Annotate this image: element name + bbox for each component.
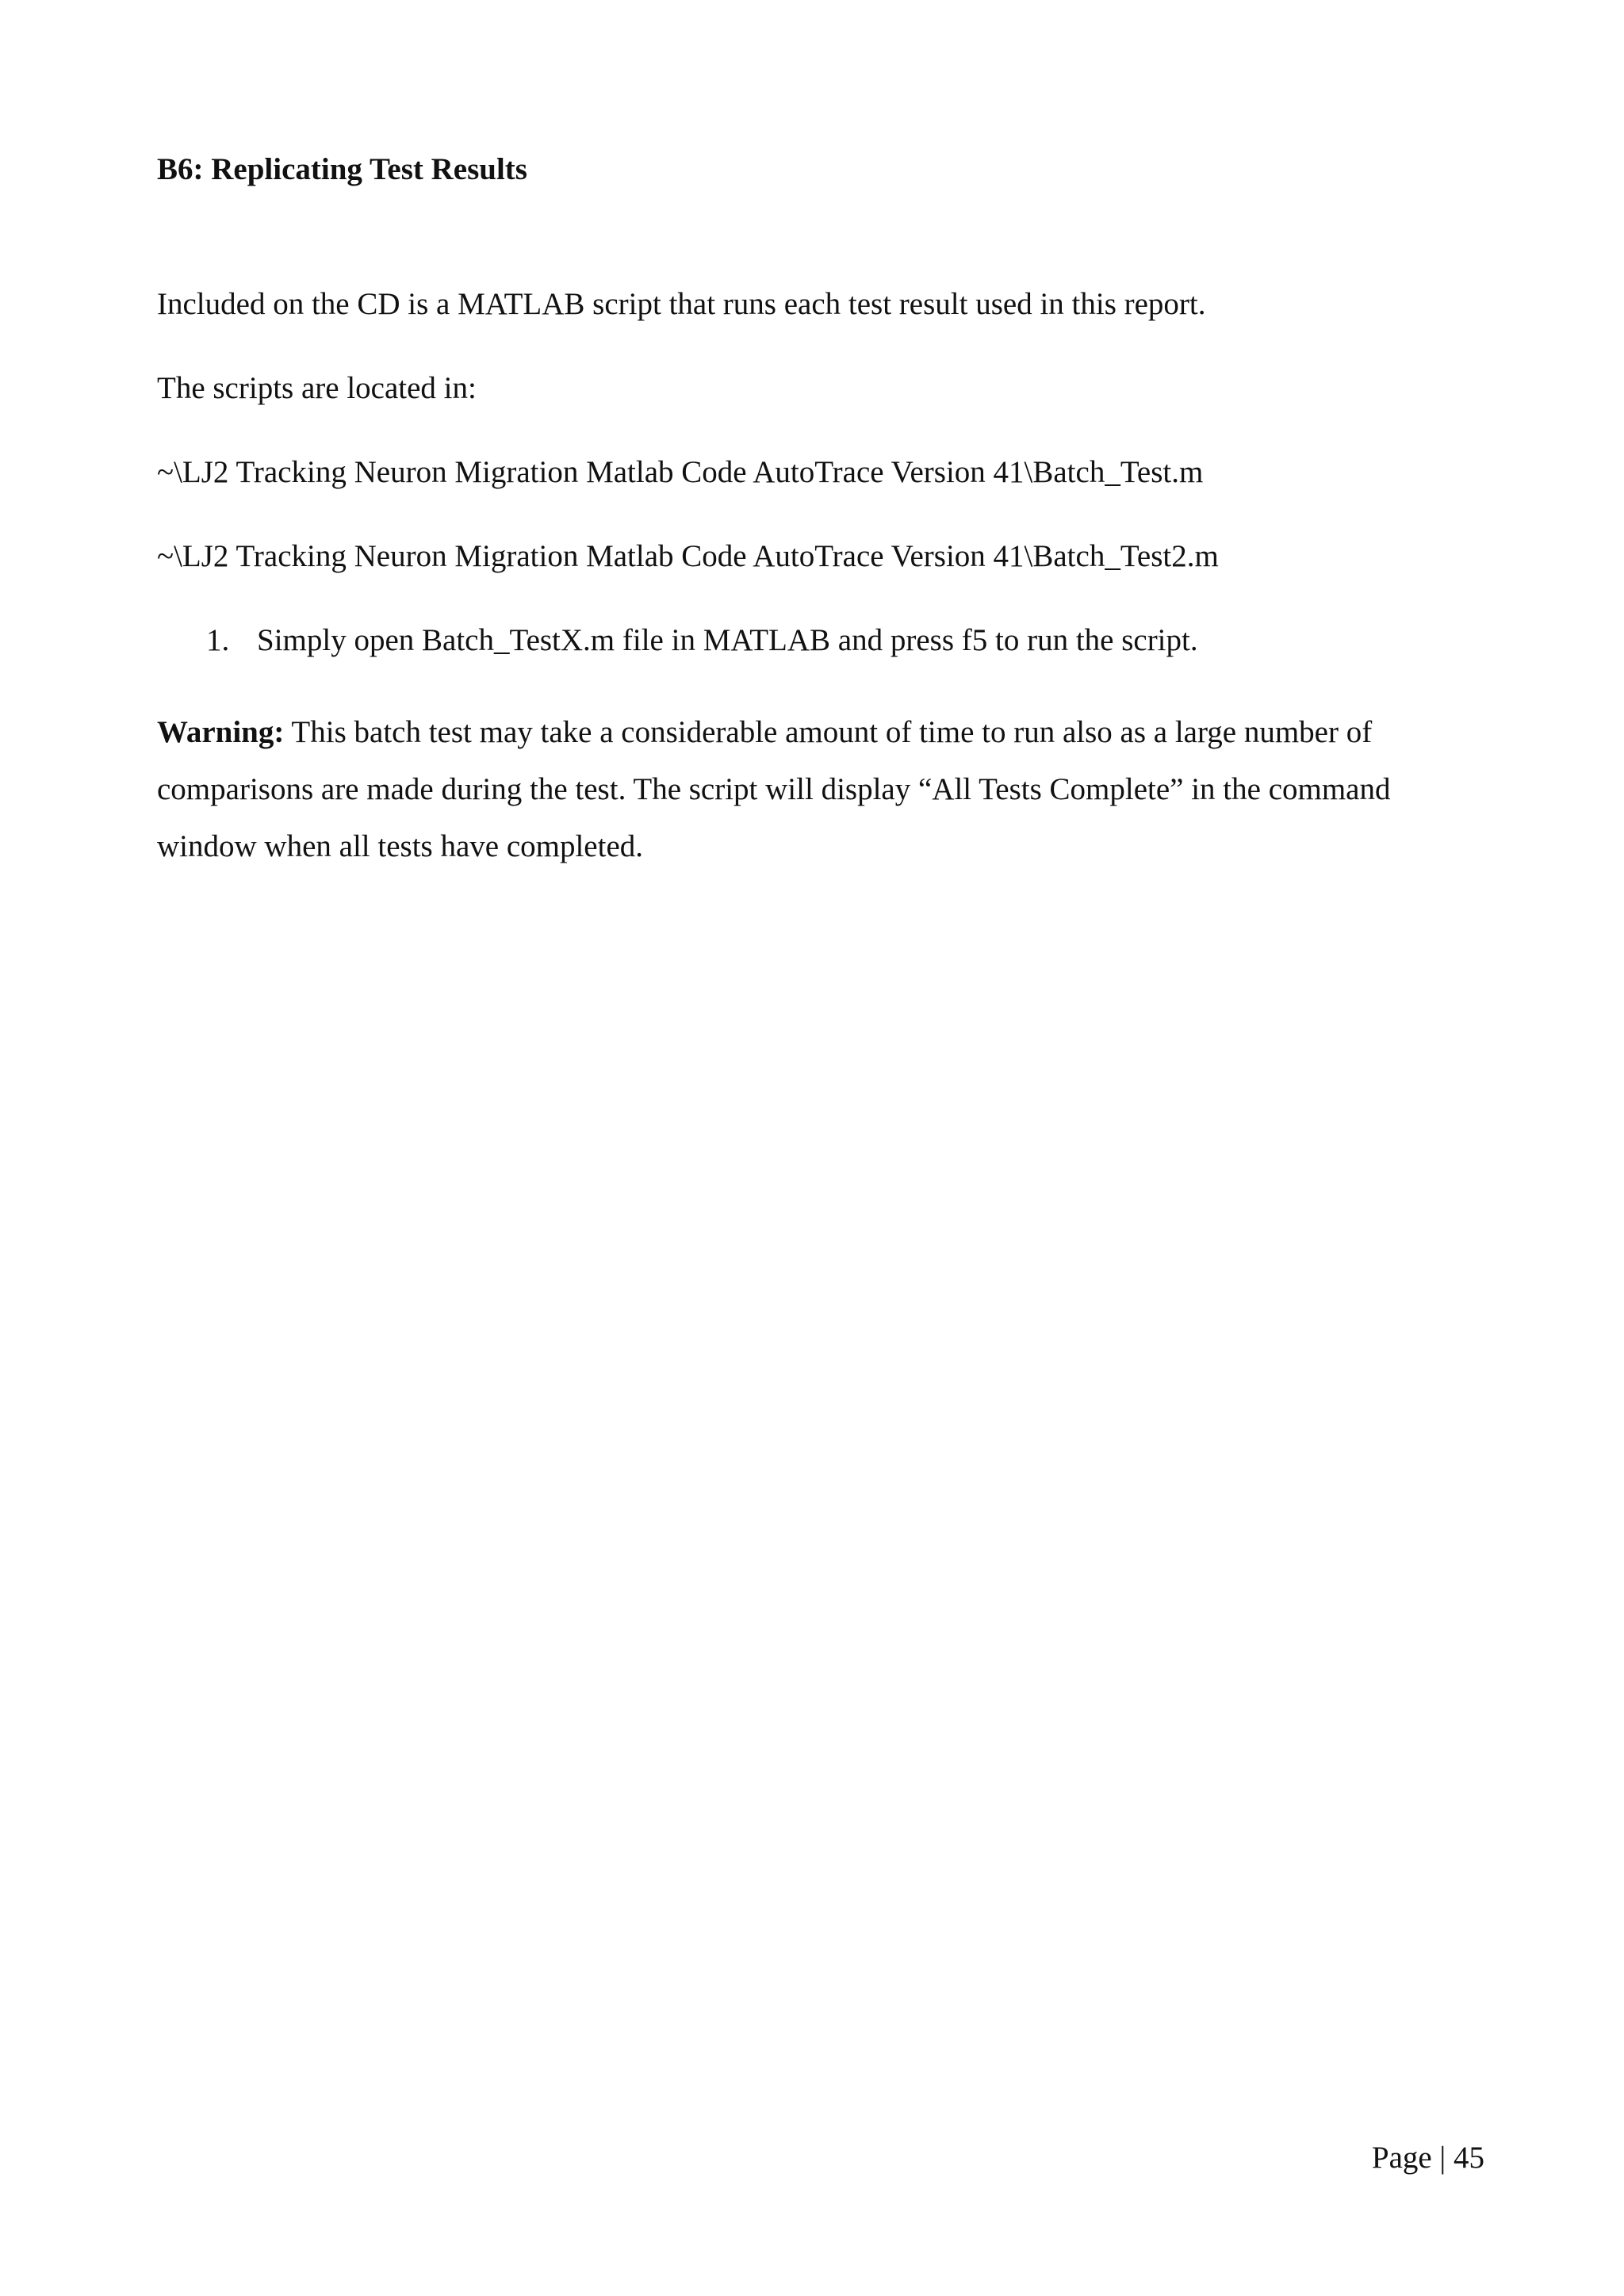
list-item-text: Simply open Batch_TestX.m file in MATLAB and press f5 to run the script. [257, 623, 1198, 657]
warning-label: Warning: [157, 715, 285, 749]
script-path-1: ~\LJ2 Tracking Neuron Migration Matlab Code AutoTrace Version 41\Batch_Test.m [157, 455, 1204, 489]
list-item [157, 620, 1489, 661]
location-label: The scripts are located in: [157, 371, 477, 405]
warning-paragraph [157, 704, 1489, 875]
script-path-2: ~\LJ2 Tracking Neuron Migration Matlab Code AutoTrace Version 41\Batch_Test2.m [157, 539, 1219, 573]
section-heading: B6: Replicating Test Results [157, 152, 527, 186]
page-content [157, 151, 1489, 906]
page-number: Page | 45 [1371, 2141, 1484, 2175]
warning-text: This batch test may take a considerable amount of time to run also as a large number of comparisons are made during the test. The script will display “All Tests Complete” in the command window when all tests have completed. [157, 715, 1391, 863]
list-item-number: 1. [206, 623, 230, 657]
steps-list [157, 620, 1489, 661]
intro-paragraph: Included on the CD is a MATLAB script that runs each test result used in this report. [157, 287, 1206, 321]
